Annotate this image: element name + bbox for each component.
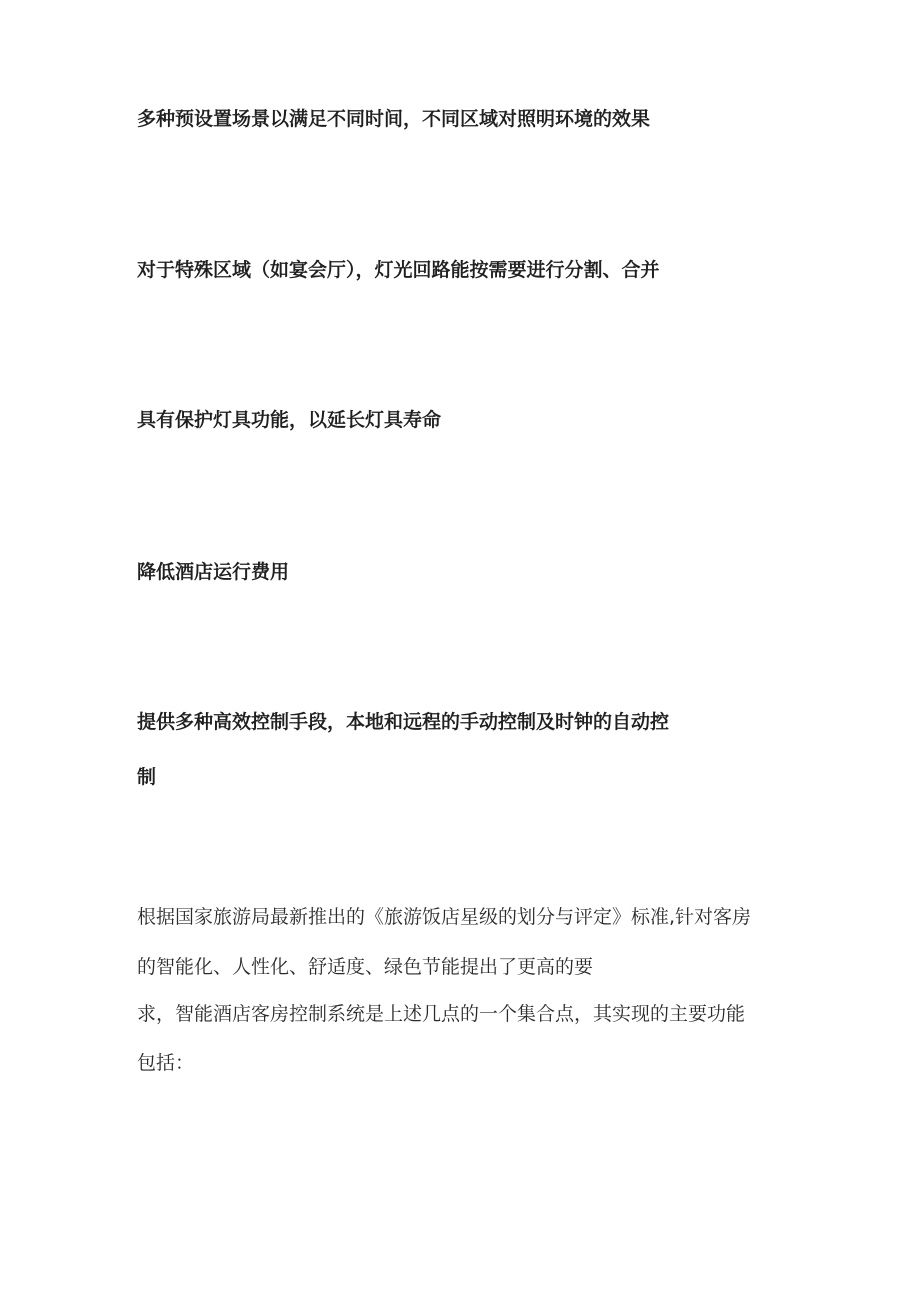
heading-protect-lamps: 具有保护灯具功能，以延长灯具寿命: [137, 409, 442, 431]
heading-control-means-line2: 制: [137, 766, 157, 788]
heading-special-areas: 对于特殊区域（如宴会厅），灯光回路能按需要进行分割、合并: [137, 259, 660, 281]
heading-preset-scenes: 多种预设置场景以满足不同时间，不同区域对照明环境的效果: [137, 108, 651, 130]
paragraph-line-4: 包括：: [137, 1052, 195, 1074]
paragraph-line-3: 求，智能酒店客房控制系统是上述几点的一个集合点，其实现的主要功能: [137, 1003, 746, 1025]
paragraph-line-2: 的智能化、人性化、舒适度、绿色节能提出了更高的要: [137, 956, 594, 978]
heading-reduce-costs: 降低酒店运行费用: [137, 561, 290, 583]
paragraph-line-1: 根据国家旅游局最新推出的《旅游饭店星级的划分与评定》标准,针对客房: [137, 906, 752, 928]
heading-control-means-line1: 提供多种高效控制手段，本地和远程的手动控制及时钟的自动控: [137, 711, 670, 733]
